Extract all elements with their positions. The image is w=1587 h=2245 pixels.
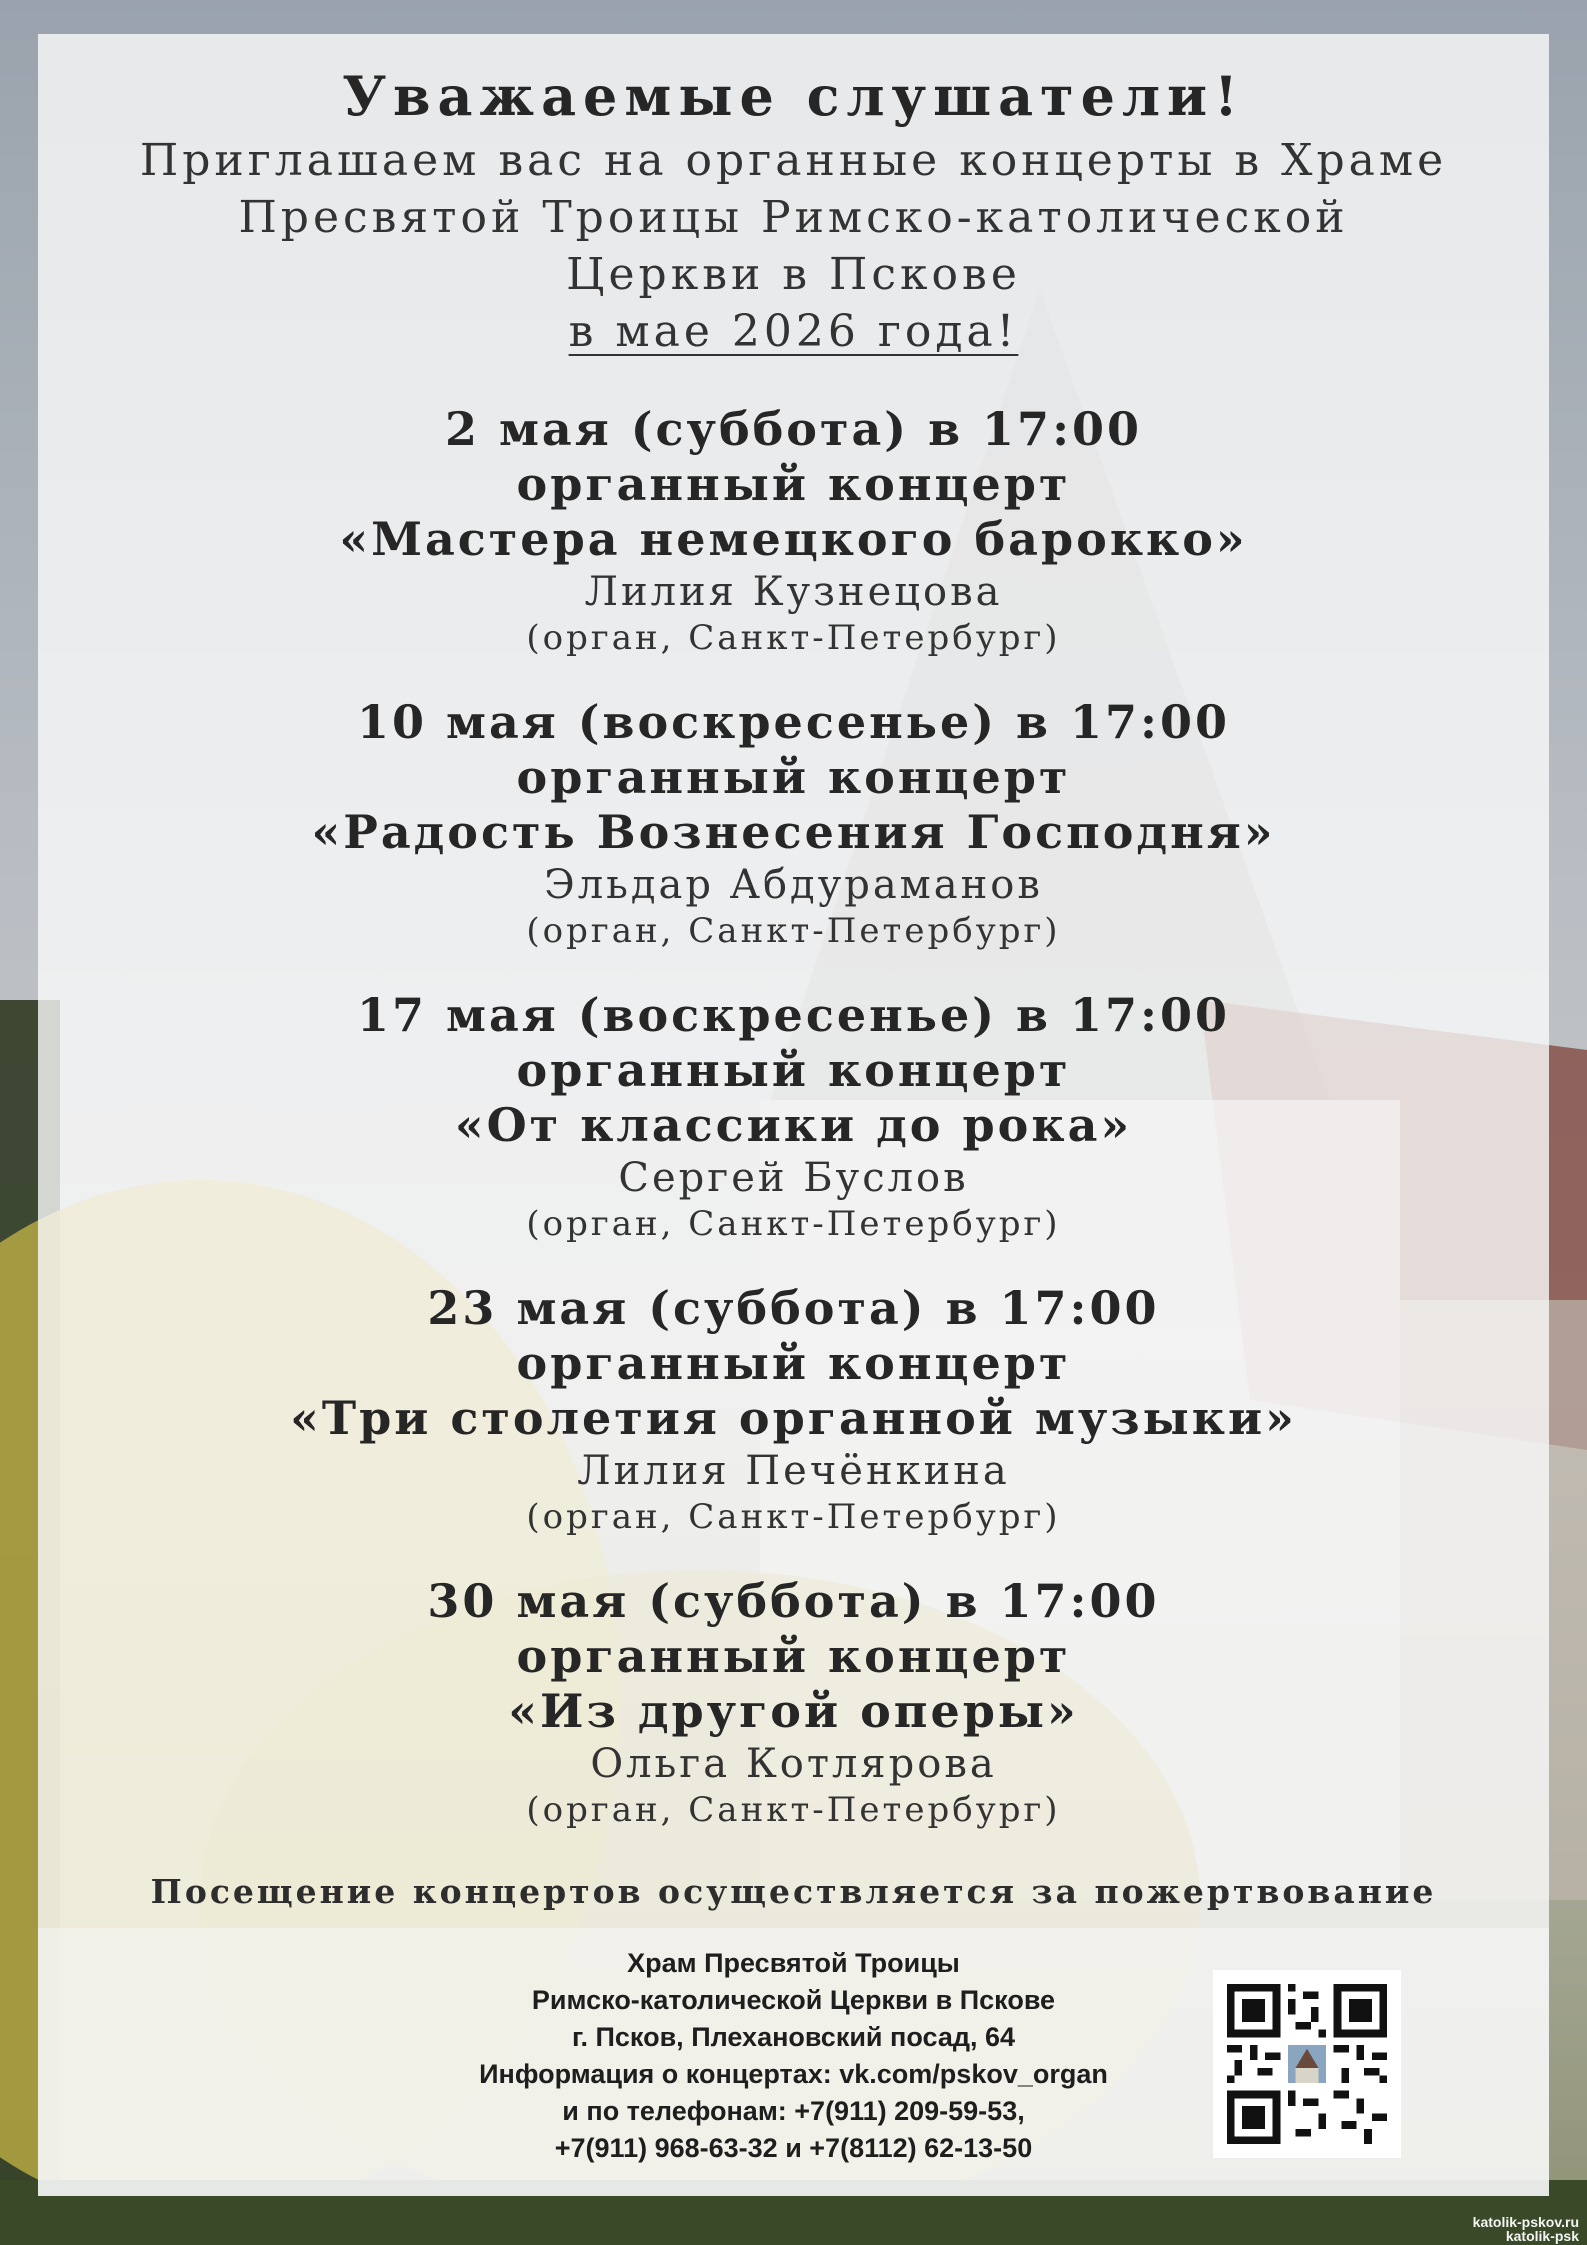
- intro-line: Церкви в Пскове: [566, 249, 1021, 300]
- contact-line: и по телефонам: +7(911) 209-59-53,: [562, 2096, 1025, 2126]
- event-performer: Ольга Котлярова: [590, 1741, 997, 1787]
- intro-text: [94, 132, 1494, 303]
- intro-line: Пресвятой Троицы Римско-католической: [238, 192, 1349, 243]
- event-type: органный концерт: [516, 750, 1071, 804]
- site-watermark-line: katolik-pskov.ru: [1472, 2214, 1579, 2230]
- event-performer: Сергей Буслов: [618, 1155, 969, 1201]
- contact-line: +7(911) 968-63-32 и +7(8112) 62-13-50: [554, 2133, 1033, 2163]
- event-type: органный концерт: [516, 1336, 1071, 1390]
- event-performer: Лилия Печёнкина: [577, 1448, 1010, 1494]
- qr-code-icon[interactable]: [1213, 1970, 1401, 2158]
- event-item: [38, 988, 1549, 1245]
- contact-line: Информация о концертах: vk.com/pskov_organ: [479, 2059, 1108, 2089]
- event-type: органный концерт: [516, 1043, 1071, 1097]
- contact-line: Римско-католической Церкви в Пскове: [531, 1985, 1056, 2015]
- donation-note: Посещение концертов осуществляется за пожертвование: [150, 1872, 1437, 1911]
- event-performer: Эльдар Абдураманов: [544, 862, 1043, 908]
- poster-content: [38, 34, 1549, 1867]
- site-watermark: [1473, 2215, 1579, 2243]
- event-title: «Три столетия органной музыки»: [290, 1391, 1297, 1445]
- event-item: [38, 402, 1549, 659]
- site-watermark-line: katolik-psk: [1505, 2228, 1579, 2244]
- event-datetime: 2 мая (суббота) в 17:00: [444, 402, 1143, 456]
- event-item: [38, 1281, 1549, 1538]
- event-title: «Мастера немецкого барокко»: [339, 512, 1248, 566]
- event-role: (орган, Санкт-Петербург): [526, 1790, 1061, 1830]
- headline: Уважаемые слушатели!: [342, 64, 1245, 128]
- event-role: (орган, Санкт-Петербург): [526, 911, 1061, 951]
- intro-line: Приглашаем вас на органные концерты в Храме: [139, 135, 1448, 186]
- event-datetime: 10 мая (воскресенье) в 17:00: [356, 695, 1231, 749]
- contact-line: г. Псков, Плехановский посад, 64: [571, 2022, 1016, 2052]
- event-datetime: 23 мая (суббота) в 17:00: [427, 1281, 1160, 1335]
- event-role: (орган, Санкт-Петербург): [526, 1204, 1061, 1244]
- event-title: «Радость Вознесения Господня»: [311, 805, 1276, 859]
- intro-date: в мае 2026 года!: [568, 306, 1019, 357]
- event-type: органный концерт: [516, 1629, 1071, 1683]
- event-item: [38, 695, 1549, 952]
- event-type: органный концерт: [516, 457, 1071, 511]
- event-title: «Из другой оперы»: [508, 1684, 1079, 1738]
- event-title: «От классики до рока»: [454, 1098, 1133, 1152]
- event-datetime: 17 мая (воскресенье) в 17:00: [356, 988, 1231, 1042]
- event-role: (орган, Санкт-Петербург): [526, 618, 1061, 658]
- contact-line: Храм Пресвятой Троицы: [627, 1948, 960, 1978]
- event-performer: Лилия Кузнецова: [584, 569, 1003, 615]
- event-item: [38, 1574, 1549, 1831]
- event-list: [38, 402, 1549, 1831]
- event-datetime: 30 мая (суббота) в 17:00: [427, 1574, 1160, 1628]
- qr-code-graphic: [1227, 1984, 1387, 2144]
- event-role: (орган, Санкт-Петербург): [526, 1497, 1061, 1537]
